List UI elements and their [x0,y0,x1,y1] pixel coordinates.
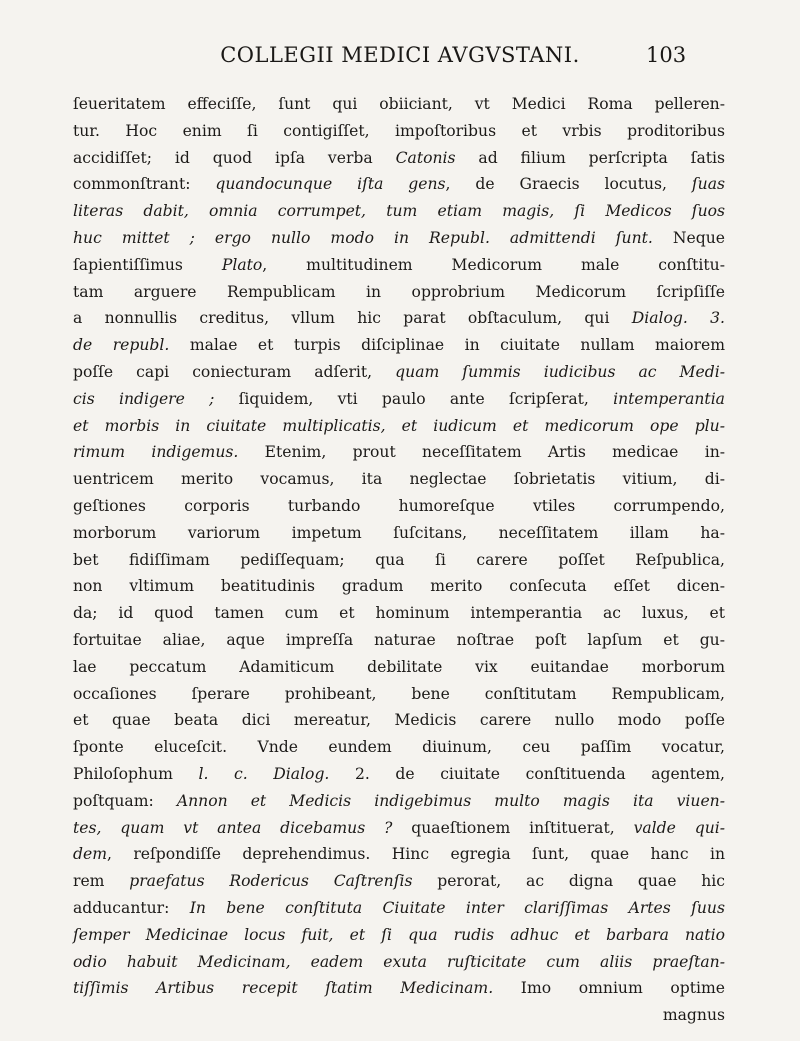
text-line [73,600,725,627]
text-line [73,332,725,359]
italic-text: In bene conſtituta Ciuitate inter clariſſimas Artes ſuus [189,898,725,917]
italic-text: Dialog. 3. [631,309,726,328]
text-segment: 2. de ciuitate conſtituenda agentem, [329,764,725,783]
text-segment: Etenim, prout neceſſitatem Artis medicae in- [238,443,726,462]
text-line [73,627,725,654]
text-segment: non vltimum beatitudinis gradum merito conſecuta eſſet dicen- [73,577,725,596]
italic-text: et morbis in ciuitate multiplicatis, et iudicum et medicorum ope plu- [73,416,725,435]
text-segment: malae et turpis diſciplinae in ciuitate nullam maiorem [169,336,725,355]
italic-text: valde qui- [633,818,725,837]
text-line [73,252,725,279]
text-line [73,868,725,895]
italic-text: Plato [221,255,263,274]
text-line [73,493,725,520]
italic-text: intemperantia [613,389,725,408]
text-line [73,118,725,145]
text-segment: accidiſſet; id quod ipſa verba [73,148,396,167]
text-line [73,949,725,976]
text-segment: Imo omnium optime [493,979,725,998]
text-line [73,305,725,332]
italic-text: quam ſummis iudicibus ac Medi- [395,362,725,381]
italic-text: dem [73,845,107,864]
text-line [73,573,725,600]
text-line [73,171,725,198]
italic-text: Annon et Medicis indigebimus multo magis ita viuen- [176,791,725,810]
text-segment: , multitudinem Medicorum male conſtitu- [262,255,725,274]
text-segment: occaſiones ſperare prohibeant, bene conſtitutam Rempublicam, [73,684,725,703]
text-line [73,386,725,413]
text-line [73,841,725,868]
text-segment: poſſe capi coniecturam adſerit, [73,362,396,381]
text-line [73,707,725,734]
text-line [73,413,725,440]
italic-text: tes, quam vt antea dicebamus ? [73,818,393,837]
text-line [73,681,725,708]
text-line [73,895,725,922]
italic-text: literas dabit, omnia corrumpet, tum etiam magis, ſi Medicos ſuos [73,202,725,221]
text-segment: et quae beata dici mereatur, Medicis carere nullo modo poſſe [73,711,725,730]
italic-text: rimum indigemus. [73,443,239,462]
text-line [73,922,725,949]
text-segment: perorat, ac digna quae hic [412,872,725,891]
italic-text: quandocunque iſta gens [215,175,446,194]
text-line [73,225,725,252]
text-segment: fortuitae aliae, aque impreſſa naturae noſtrae poſt lapſum et gu- [73,630,725,649]
running-title: COLLEGII MEDICI AVGVSTANI. [220,43,580,67]
italic-text: cis indigere ; [73,389,215,408]
text-line [73,975,725,1002]
text-segment: tur. Hoc enim ſi contigiſſet, impoſtoribus et vrbis proditoribus [73,121,725,140]
text-line [73,761,725,788]
text-segment: poſtquam: [73,791,177,810]
text-segment: ſiquidem, vti paulo ante ſcripſerat, [214,389,614,408]
text-line [73,547,725,574]
text-line [73,91,725,118]
text-line [73,520,725,547]
text-line [73,198,725,225]
italic-text: tiſſimis Artibus recepit ſtatim Medicinam. [73,979,494,998]
text-line [73,145,725,172]
italic-text: praefatus Rodericus Caſtrenſis [129,872,413,891]
text-segment: da; id quod tamen cum et hominum intemperantia ac luxus, et [73,604,725,623]
text-segment: rem [73,872,130,891]
text-segment: Philoſophum [73,764,199,783]
body-text [73,91,725,1029]
text-segment: lae peccatum Adamiticum debilitate vix euitandae morborum [73,657,725,676]
text-segment: , reſpondiſſe deprehendimus. Hinc egregia ſunt, quae hanc in [107,845,725,864]
text-line [73,788,725,815]
italic-text: l. c. Dialog. [198,764,330,783]
text-segment: Neque [652,228,725,247]
text-line [73,439,725,466]
text-segment: bet fidiſſimam pediſſequam; qua ſi carere poſſet Reſpublica, [73,550,725,569]
text-segment: ſponte eluceſcit. Vnde eundem diuinum, ceu paſſim vocatur, [73,738,725,757]
text-segment: a nonnullis creditus, vllum hic parat obſtaculum, qui [73,309,632,328]
text-line [73,654,725,681]
text-segment: ſeueritatem effeciſſe, ſunt qui obiiciant, vt Medici Roma pelleren- [73,95,725,113]
text-line [73,815,725,842]
text-line [73,359,725,386]
text-segment: uentricem merito vocamus, ita neglectae ſobrietatis vitium, di- [73,470,725,489]
text-segment: commonſtrant: [73,175,216,194]
text-segment: adducantur: [73,898,190,917]
text-segment: morborum variorum impetum ſuſcitans, neceſſitatem illam ha- [73,523,725,542]
text-segment: , de Graecis locutus, [445,175,692,194]
text-line [73,734,725,761]
italic-text: odio habuit Medicinam, eadem exuta ruſticitate cum aliis praeſtan- [73,952,725,971]
italic-text: ſuas [691,175,725,194]
text-segment: geſtiones corporis turbando humoreſque vtiles corrumpendo, [73,496,725,515]
italic-text: huc mittet ; ergo nullo modo in Republ. admittendi ſunt. [73,228,653,247]
italic-text: Catonis [395,148,456,167]
text-line [73,466,725,493]
italic-text: de republ. [73,336,170,355]
text-segment: quaeſtionem inſtituerat, [392,818,634,837]
italic-text: ſemper Medicinae locus fuit, et ſi qua rudis adhuc et barbara natio [73,925,725,944]
catchword: magnus [662,1006,725,1025]
text-segment: tam arguere Rempublicam in opprobrium Medicorum ſcripſiſſe [73,282,725,301]
page-number: 103 [646,43,687,67]
text-line [73,279,725,306]
text-segment: ad filium perſcripta ſatis [455,148,725,167]
text-segment: ſapientiſſimus [73,255,222,274]
